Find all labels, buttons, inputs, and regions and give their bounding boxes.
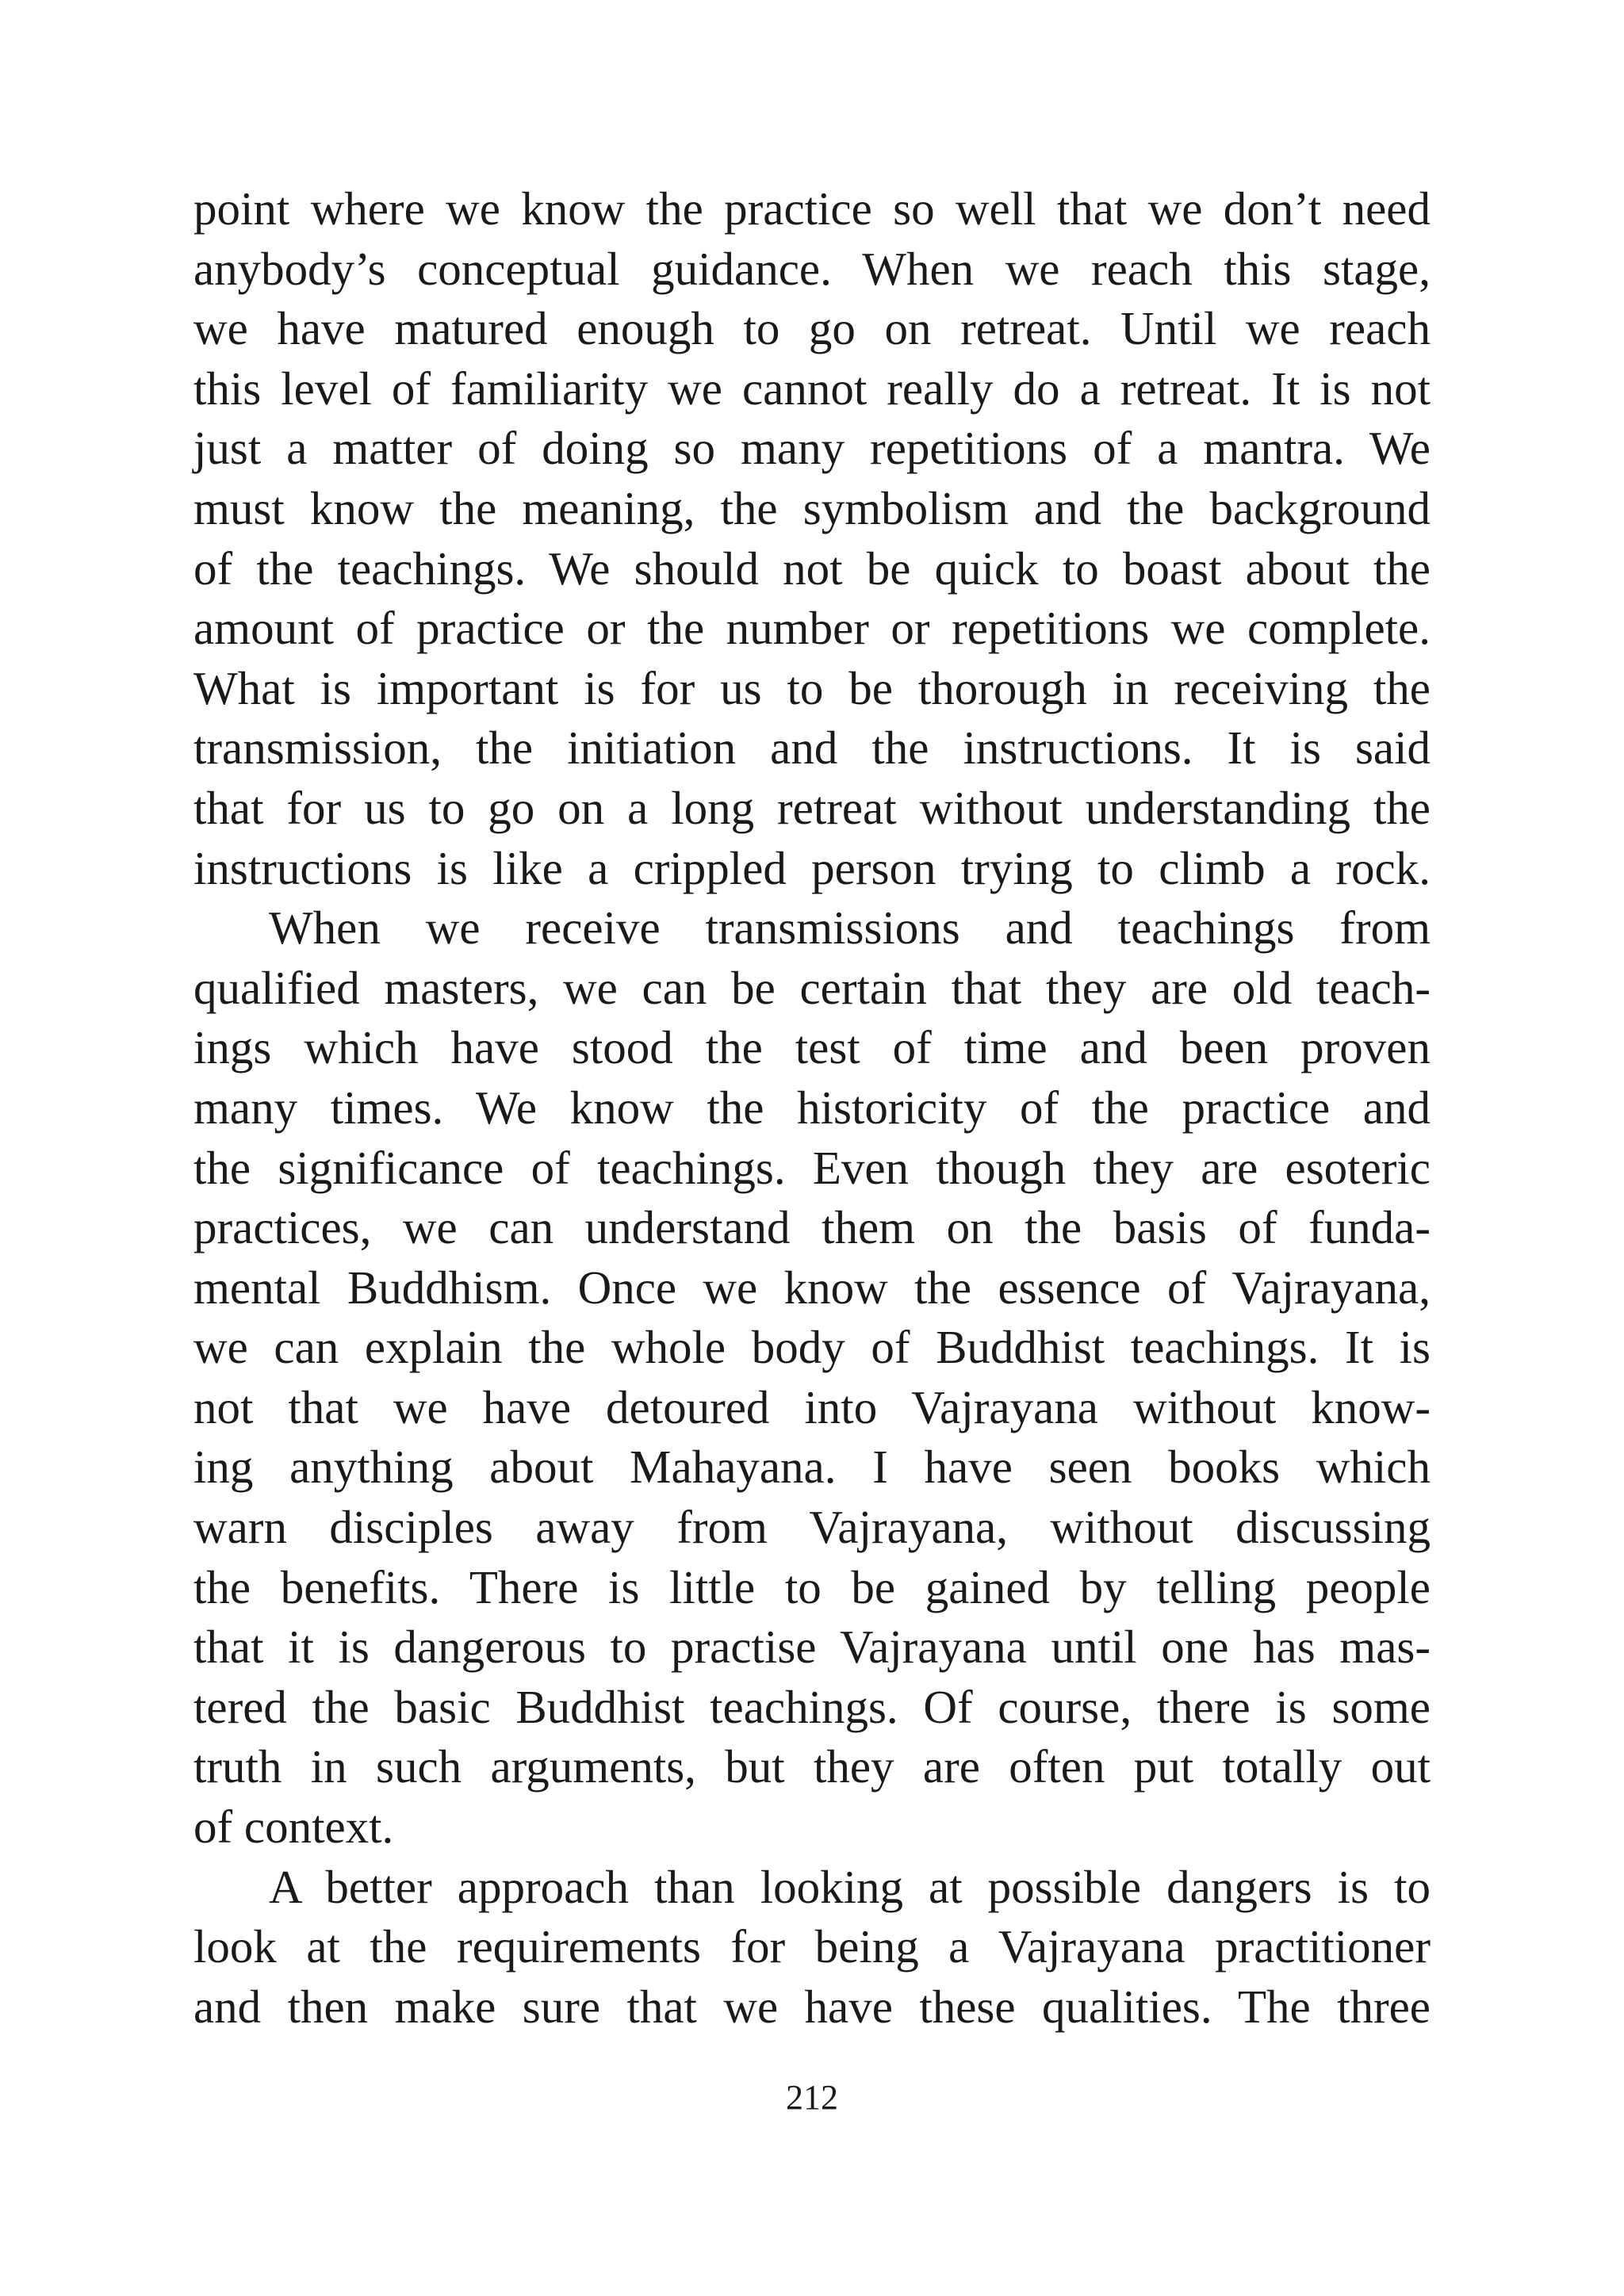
text-line: A better approach than looking at possible dangers is to <box>269 1860 1431 1913</box>
text-line: that for us to go on a long retreat without understanding the <box>193 781 1431 834</box>
text-line: and then make sure that we have these qualities. The three <box>193 1980 1431 2033</box>
text-line: anybody’s conceptual guidance. When we reach this stage, <box>193 242 1431 295</box>
text-line: What is important is for us to be thorough in receiving the <box>193 661 1431 714</box>
text-line: the significance of teachings. Even though they are esoteric <box>193 1141 1431 1194</box>
paragraph-3 <box>193 1858 1431 2038</box>
text-line: warn disciples away from Vajrayana, without discussing <box>193 1501 1431 1554</box>
text-line: practices, we can understand them on the basis of funda- <box>193 1201 1431 1254</box>
text-line: mental Buddhism. Once we know the essence of Vajrayana, <box>193 1261 1431 1314</box>
text-line: tered the basic Buddhist teachings. Of course, there is some <box>193 1680 1431 1733</box>
text-line: qualified masters, we can be certain that they are old teach- <box>193 961 1431 1014</box>
text-line: of the teachings. We should not be quick to boast about the <box>193 541 1431 595</box>
text-line: instructions is like a crippled person trying to climb a rock. <box>193 841 1431 894</box>
text-line: truth in such arguments, but they are often put totally out <box>193 1740 1431 1793</box>
paragraph-2 <box>193 898 1431 1858</box>
text-line: ing anything about Mahayana. I have seen books which <box>193 1441 1431 1494</box>
body-text <box>193 179 1431 2037</box>
text-line: this level of familiarity we cannot really do a retreat. It is not <box>193 362 1431 415</box>
text-line: just a matter of doing so many repetitions of a mantra. We <box>193 422 1431 475</box>
text-line: many times. We know the historicity of the practice and <box>193 1081 1431 1134</box>
text-line: amount of practice or the number or repetitions we complete. <box>193 602 1431 655</box>
text-line: not that we have detoured into Vajrayana without know- <box>193 1380 1431 1433</box>
text-line: we can explain the whole body of Buddhist teachings. It is <box>193 1321 1431 1374</box>
text-line: the benefits. There is little to be gained by telling people <box>193 1560 1431 1613</box>
text-line: look at the requirements for being a Vajrayana practitioner <box>193 1920 1431 1973</box>
text-line: When we receive transmissions and teachings from <box>269 901 1431 955</box>
paragraph-1 <box>193 179 1431 898</box>
text-line: ings which have stood the test of time and been proven <box>193 1021 1431 1074</box>
text-line: point where we know the practice so well that we don’t need <box>193 182 1431 235</box>
text-line: of context. <box>193 1800 394 1854</box>
page-number: 212 <box>786 2078 838 2117</box>
text-line: we have matured enough to go on retreat. Until we reach <box>193 302 1431 355</box>
text-line: transmission, the initiation and the instructions. It is said <box>193 721 1431 775</box>
text-line: must know the meaning, the symbolism and the background <box>193 481 1431 534</box>
text-line: that it is dangerous to practise Vajrayana until one has mas- <box>193 1621 1431 1674</box>
